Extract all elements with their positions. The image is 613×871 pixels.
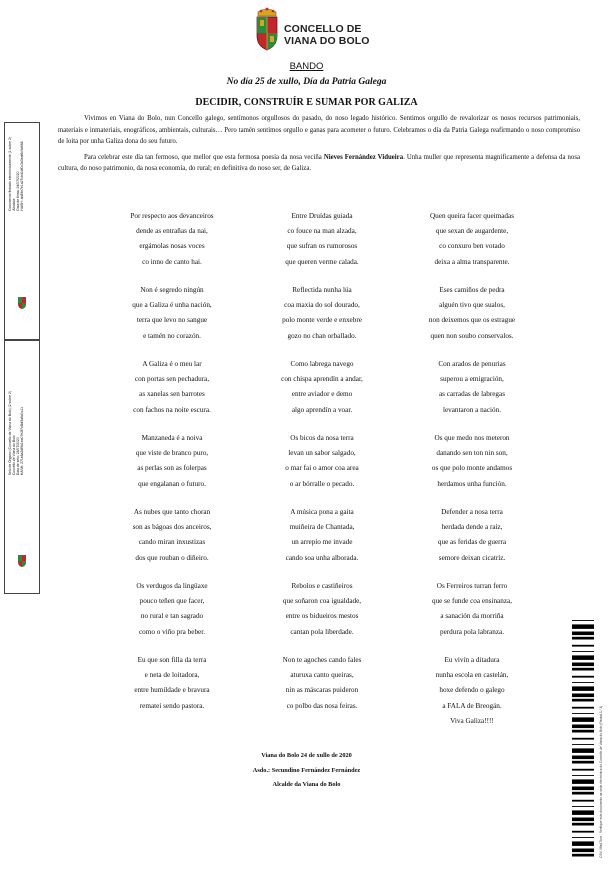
- organization-name: [284, 23, 370, 47]
- poem-line: que viste de branco puro,: [135, 449, 209, 458]
- poem-line: que sexan de augardente,: [435, 227, 509, 236]
- poem-line: aturuxa canto queiras,: [290, 671, 354, 680]
- poem-line: que engalanan o futuro.: [138, 479, 206, 488]
- poem-line: Os Ferreiros turran ferro: [436, 582, 508, 590]
- poem-line: como o viño pra beber.: [138, 627, 206, 636]
- poem-line: que queren verme calada.: [285, 257, 359, 266]
- poem-line: danando sen ton nin son,: [436, 449, 508, 458]
- intro-paragraph-2: [58, 152, 580, 175]
- poem-line: polo monte verde e enxebre: [282, 316, 362, 325]
- poem-line: ergámolas nosas voces: [139, 242, 205, 251]
- poem-line: rematei sendo pastora.: [139, 701, 205, 710]
- stanza-1-4: [96, 431, 248, 492]
- stanza-3-5: [396, 505, 548, 566]
- org-line-2: VIANA DO BOLO: [284, 35, 370, 47]
- stamp-2-text: [8, 391, 24, 475]
- poem-line: quen non soubo conservalos.: [430, 331, 514, 340]
- poem-line: levantaron a nación.: [442, 405, 502, 414]
- intro-text: [58, 113, 580, 175]
- stanza-1-2: [96, 283, 248, 344]
- poem-line: que sufran os rumorosos: [286, 242, 358, 251]
- stanza-1-1: [96, 209, 248, 270]
- poem-line: Defender a nosa terra: [441, 508, 503, 516]
- poem-line: muiñeira de Chantada,: [289, 523, 355, 532]
- poem-line: dende as entrañas da nai,: [136, 227, 208, 236]
- poem-line: hoxe defendo o galego: [439, 686, 505, 695]
- poem-line: con fachos na noite escura.: [133, 405, 211, 414]
- poem-line: no rural e tan sagrado: [140, 612, 204, 621]
- poem-line: Os bicos da nosa terra: [290, 434, 354, 442]
- stamp-2-line-2: Concello de Viana do Bolo: [12, 435, 16, 476]
- poem-line: as perlas son as folerpas: [137, 464, 207, 473]
- stamp-2-line-3: Data de selo: 24/07/2020: [16, 437, 20, 476]
- poem-line: e tamén no corazón.: [143, 331, 201, 340]
- poem-line: Os verdugos da lingüaxe: [136, 582, 208, 590]
- org-line-1: CONCELLO DE: [284, 23, 362, 35]
- stanza-2-5: [246, 505, 398, 566]
- stanza-1-5: [96, 505, 248, 566]
- poem-line: nunha escola en castelán,: [435, 671, 509, 680]
- poem-line: superou a emigración,: [440, 375, 504, 384]
- bando-title: BANDO: [289, 61, 324, 72]
- poem-line: non deixemos que os estrague: [428, 316, 516, 325]
- poem-line: semore deixan cicatriz.: [438, 553, 506, 562]
- signature-margin: [2, 122, 42, 592]
- poem-line: Non te agoches cando fales: [282, 656, 362, 664]
- signature-stamp-2: [4, 340, 40, 594]
- verification-note: CSV: 98a47bce · Verifique este documento na sede electrónica do Concello de Viana do Bolo (Páxina 1 / 1): [599, 705, 603, 858]
- stanza-1-6: [96, 579, 248, 640]
- stamp-1-text: [8, 137, 24, 211]
- poem-line: Viva Galiza!!!!: [450, 716, 494, 725]
- poem-line: o ar bórralle o pecado.: [289, 479, 355, 488]
- signer-role: Alcalde da Viana do Bolo: [272, 781, 341, 788]
- poem-line: entre aviador e demo: [291, 390, 353, 399]
- poem-line: con chispa aprendín a andar,: [281, 375, 363, 384]
- stanza-2-2: [246, 283, 398, 344]
- stamp-1-line-4: HASH: ab89e7e1a27cb40df0c3d3eaf6c9d668: [20, 141, 24, 211]
- stamp-2-line-4: HASH: 271e8a2df9b1ea07e2f7c8bf3a6d0c11: [20, 407, 24, 476]
- poem-line: A Galiza é o meu lar: [142, 360, 202, 368]
- poem-line: Eu que son filla da terra: [137, 656, 207, 664]
- poem-line: Quen queira facer queimadas: [429, 212, 514, 220]
- poem-line: a FALA de Breogán.: [442, 701, 502, 710]
- poem-line: levan un sabor salgado,: [288, 449, 356, 458]
- coat-of-arms-logo: [254, 6, 280, 52]
- poem-line: Rebolos e castiñeiros: [291, 582, 353, 590]
- poem-line: co conxuro ben votado: [439, 242, 505, 251]
- stamp-1-line-2: Alcaldía: [12, 198, 16, 211]
- poem-line: algo aprendín a voar.: [291, 405, 353, 414]
- poem-line: co polbo das nosa feiras.: [286, 701, 358, 710]
- poem-line: entre os bidueiros mestos: [285, 612, 359, 621]
- poem-line: cando soa unha alborada.: [285, 553, 359, 562]
- intro-p2-end: . Unha muller que representa magnificamente a defensa da nosa cultura, do noso patrimonio, da nosa economía, do rural; en definitiva do noso ser, de Galiza.: [58, 153, 580, 172]
- poem-line: alguén tivo que sualos,: [439, 301, 505, 310]
- poem-line: Entre Druídas guiada: [291, 212, 353, 220]
- document-subtitle: No día 25 de xullo, Día da Patria Galega: [226, 77, 387, 87]
- signature-block: [0, 749, 613, 793]
- stamp-1-line-3: Data de firma: 24/07/2020: [16, 171, 20, 211]
- poem-line: pouco teñen que facer,: [139, 597, 205, 606]
- stanza-2-3: [246, 357, 398, 418]
- stanza-3-3: [396, 357, 548, 418]
- poem-line: que se funde coa ensinanza,: [431, 597, 513, 606]
- place-date: Viana do Bolo 24 de xullo de 2020: [261, 752, 352, 759]
- poem-line: son as bágoas dos anceiros,: [132, 523, 212, 532]
- seal-icon: [17, 295, 27, 309]
- stanza-2-6: [246, 579, 398, 640]
- stanza-1-7: [96, 653, 248, 714]
- poem-line: deixa a alma transparente.: [434, 257, 510, 266]
- document-headline: DECIDIR, CONSTRUÍR E SUMAR POR GALIZA: [195, 97, 418, 108]
- poem-line: co inno de canto hai.: [142, 257, 202, 266]
- poem-line: os que polo monte andamos: [431, 464, 513, 473]
- poem-line: Reflectida nunha lúa: [292, 286, 352, 294]
- poem-line: perdura pola labranza.: [439, 627, 505, 636]
- poem-line: o mar fai o amor coa area: [285, 464, 359, 473]
- poem-line: que soñaron coa igualdade,: [282, 597, 362, 606]
- signature-stamp-1: [4, 122, 40, 340]
- poem-line: nin as máscaras puideron: [285, 686, 359, 695]
- stanza-2-1: [246, 209, 398, 270]
- stanza-2-4: [246, 431, 398, 492]
- poem-line: Manzaneda é a noiva: [141, 434, 203, 442]
- stanza-3-2: [396, 283, 548, 344]
- poem-line: que as feridas de guerra: [437, 538, 507, 547]
- poem-line: as carradas de labregas: [438, 390, 506, 399]
- poem-line: entre humildade e bravura: [134, 686, 210, 695]
- stanza-3-1: [396, 209, 548, 270]
- poem-line: Por respecto aos devanceiros: [130, 212, 214, 220]
- poem-line: Eu vivín a ditadura: [444, 656, 500, 664]
- verification-barcode: [572, 620, 602, 860]
- signed-by: Asdo.: Secundino Fernández Fernández: [252, 766, 361, 774]
- poem-line: Os que medo nos meteron: [434, 434, 510, 442]
- poem-line: co fouce na man alzada,: [287, 227, 357, 236]
- poem-line: un arrepío me invade: [291, 538, 353, 547]
- poem-line: que a Galiza é unha nación,: [132, 301, 212, 310]
- poem-line: cando miran inxustizas: [138, 538, 206, 547]
- poem-line: con portas sen pechadura,: [134, 375, 210, 384]
- poem-line: Eses camiños de pedra: [439, 286, 505, 294]
- stanza-1-3: [96, 357, 248, 418]
- stanza-3-6: [396, 579, 548, 640]
- poem-line: Como labrega navego: [290, 360, 354, 368]
- poem-line: Non é segredo ningún: [140, 286, 204, 294]
- poem-line: dos que rouban o diñeiro.: [135, 553, 209, 562]
- poem-line: as xanelas sen barrotes: [139, 390, 205, 399]
- poem-line: coa maxia do sol dourado,: [284, 301, 360, 310]
- poem-line: A música pona a gaita: [290, 508, 354, 516]
- poet-name: Nieves Fernández Vidueira: [323, 153, 404, 161]
- poem-line: herdada dende a raíz,: [441, 523, 503, 532]
- intro-p2-start: Para celebrar este día tan fermoso, que mellor que esta fermosa poesía da nosa veciña: [84, 153, 324, 161]
- stanza-3-4: [396, 431, 548, 492]
- poem-line: cantan pola liberdade.: [290, 627, 354, 636]
- intro-paragraph-1: Vivimos en Viana do Bolo, nun Concello galego, sentímonos orgullosos do pasado, do noso legado histórico. Sentimos orgullo de revalorizar os nosos recursos patrimoniais, materiais e inmateriais, enográficos, ambientais, culturais… Pero tamén sentimos orgullo e ganas para acometer o futuro. Celebramos o día da Patria Galega reafirmando o noso compromiso de loita por unha Galiza dona do seu futuro.: [58, 115, 580, 145]
- poem-line: terra que levo no sangue: [136, 316, 208, 325]
- stamp-2-line-1: Selo de Órgano (Concello de Viana do Bolo) (2 sobre 2): [8, 391, 12, 476]
- poem-line: herdamos unha función.: [437, 479, 507, 488]
- poem-line: gozo no chan orballado.: [287, 331, 357, 340]
- stanza-3-7: [396, 653, 548, 729]
- stamp-1-line-1: Documento firmado electrónicamente (1 sobre 2): [8, 137, 12, 211]
- stanza-2-7: [246, 653, 398, 714]
- poem-line: a sanación da morriña: [440, 612, 504, 621]
- seal-icon: [17, 553, 27, 567]
- poem-line: Con arados de penurias: [438, 360, 506, 368]
- poem-line: As nubes que tanto choran: [133, 508, 211, 516]
- poem-line: e neta de loitadora,: [144, 671, 200, 680]
